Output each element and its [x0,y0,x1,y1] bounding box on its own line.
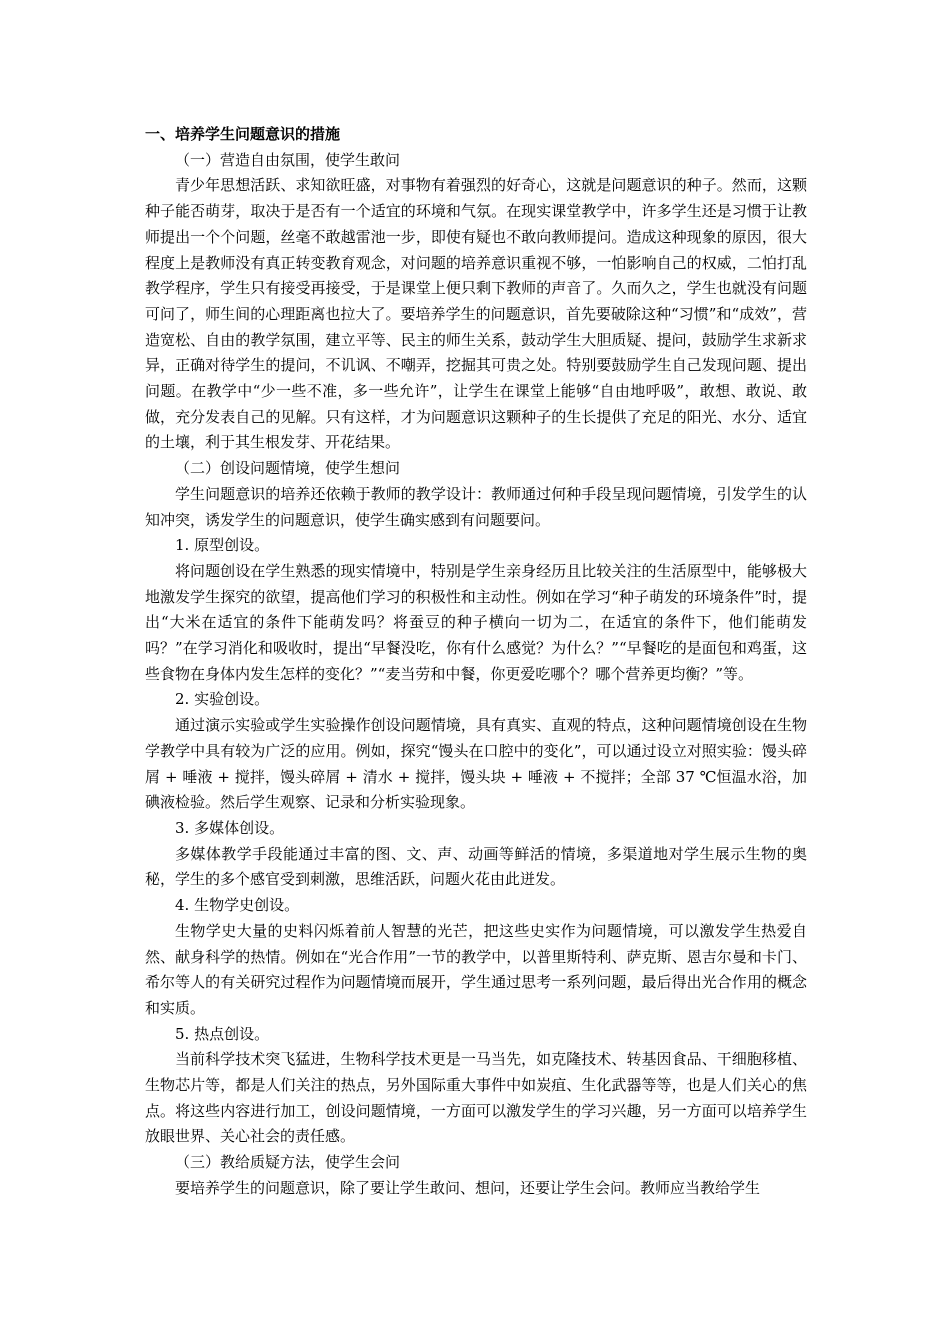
item-label-2: 2. 实验创设。 [175,690,270,709]
item-label-4: 4. 生物学史创设。 [175,896,300,915]
document-page [145,122,807,1202]
item-label-1: 1. 原型创设。 [175,536,270,555]
subsection-title-2: （二）创设问题情境，使学生想问 [175,459,401,478]
item-label-5: 5. 热点创设。 [175,1024,270,1043]
paragraph-1: 青少年思想活跃、求知欲旺盛，对事物有着强烈的好奇心，这就是问题意识的种子。然而，这颗种子能否萌芽，取决于是否有一个适宜的环境和气氛。在现实课堂教学中，许多学生还是习惯于让教师提出一个个问题，丝毫不敢越雷池一步，即使有疑也不敢向教师提问。造成这种现象的原因，很大程度上是教师没有真正转变教育观念，对问题的培养意识重视不够，一怕影响自己的权威，二怕打乱教学程序，学生只有接受再接受，于是课堂上便只剩下教师的声音了。久而久之，学生也就没有问题可问了，师生间的心理距离也拉大了。要培养学生的问题意识，首先要破除这种“习惯”和“成效”，营造宽松、自由的教学氛围，建立平等、民主的师生关系，鼓动学生大胆质疑、提问，鼓励学生求新求异，正确对待学生的提问，不讥讽、不嘲弄，挖掘其可贵之处。特别要鼓励学生自己发现问题、提出问题。在教学中“少一些不准，多一些允许”，让学生在课堂上能够“自由地呼吸”，敢想、敢说、敢做，充分发表自己的见解。只有这样，才为问题意识这颗种子的生长提供了充足的阳光、水分、适宜的土壤，利于其生根发芽、开花结果。 [145,176,807,452]
item-text-2: 通过演示实验或学生实验操作创设问题情境，具有真实、直观的特点，这种问题情境创设在生物学教学中具有较为广泛的应用。例如，探究“馒头在口腔中的变化”，可以通过设立对照实验：馒头碎屑 + 唾液 + 搅拌，馒头碎屑 + 清水 + 搅拌，馒头块 + 唾液 + 不搅拌；全部 37 ℃恒温水浴，加碘液检验。然后学生观察、记录和分析实验现象。 [145,716,807,812]
item-text-5: 当前科学技术突飞猛进，生物科学技术更是一马当先，如克隆技术、转基因食品、干细胞移植、生物芯片等，都是人们关注的热点，另外国际重大事件中如炭疽、生化武器等等，也是人们关心的焦点。将这些内容进行加工，创设问题情境，一方面可以激发学生的学习兴趣，另一方面可以培养学生放眼世界、关心社会的责任感。 [145,1050,807,1146]
item-text-1: 将问题创设在学生熟悉的现实情境中，特别是学生亲身经历且比较关注的生活原型中，能够极大地激发学生探究的欲望，提高他们学习的积极性和主动性。例如在学习“种子萌发的环境条件”时，提出“大米在适宜的条件下能萌发吗？将蚕豆的种子横向一切为二，在适宜的条件下，他们能萌发吗？”在学习消化和吸收时，提出“早餐没吃，你有什么感觉？为什么？”“早餐吃的是面包和鸡蛋，这些食物在身体内发生怎样的变化？”“麦当劳和中餐，你更爱吃哪个？哪个营养更均衡？”等。 [145,561,807,683]
section-heading: 一、培养学生问题意识的措施 [145,125,341,143]
subsection-title-3: （三）教给质疑方法，使学生会问 [175,1153,401,1172]
paragraph-3: 要培养学生的问题意识，除了要让学生敢问、想问，还要让学生会问。教师应当教给学生 [175,1178,761,1197]
item-text-3: 多媒体教学手段能通过丰富的图、文、声、动画等鲜活的情境，多渠道地对学生展示生物的奥秘，学生的多个感官受到刺激，思维活跃，问题火花由此迸发。 [145,844,807,889]
item-text-4: 生物学史大量的史料闪烁着前人智慧的光芒，把这些史实作为问题情境，可以激发学生热爱自然、献身科学的热情。例如在“光合作用”一节的教学中，以普里斯特利、萨克斯、恩吉尔曼和卡门、希尔等人的有关研究过程作为问题情境而展开，学生通过思考一系列问题，最后得出光合作用的概念和实质。 [145,921,807,1017]
subsection-title-1: （一）营造自由氛围，使学生敢问 [175,150,401,169]
paragraph-2-intro: 学生问题意识的培养还依赖于教师的教学设计：教师通过何种手段呈现问题情境，引发学生的认知冲突，诱发学生的问题意识，使学生确实感到有问题要问。 [145,484,807,529]
item-label-3: 3. 多媒体创设。 [175,818,285,837]
